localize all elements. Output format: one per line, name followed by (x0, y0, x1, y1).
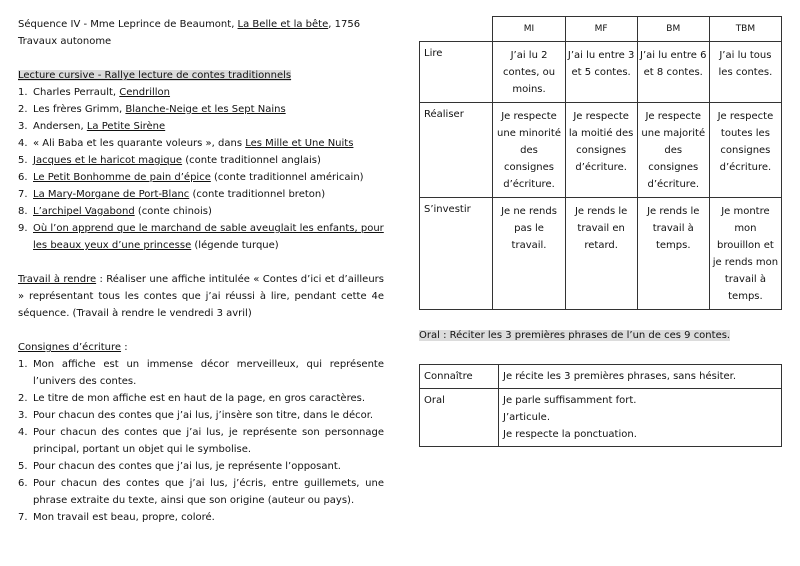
oral-row-content (499, 389, 782, 447)
oral-heading-text: Oral : Réciter les 3 premières phrases de l’un de ces 9 contes. (419, 330, 731, 341)
oral-line: Je parle suffisamment fort. (503, 395, 637, 406)
grid-corner (420, 17, 493, 42)
title-book: La Belle et la bête (237, 19, 329, 30)
item-author: Les frères Grimm, (33, 104, 126, 115)
item-number: 4. (18, 427, 28, 438)
instruction-item (18, 509, 384, 526)
grid-header-tbm: TBM (709, 17, 781, 42)
oral-row-label: Oral (420, 389, 499, 447)
grid-cell: J’ai lu entre 3 et 5 contes. (565, 42, 637, 103)
instructions-heading: Consignes d’écriture : (18, 342, 128, 353)
grid-cell: Je respecte la moitié des consignes d’écriture. (565, 103, 637, 198)
item-origin: (conte chinois) (134, 206, 212, 217)
task-text: : Réaliser une affiche intitulée « Contes d’ici et d’ailleurs » représentant tous les contes que j’ai réussi à lire, pendant cette 4e séquence. (Travail à rendre le vendredi 3 avril) (18, 274, 384, 319)
instruction-item (18, 390, 384, 407)
grid-header-row (420, 17, 782, 42)
instruction-text: Pour chacun des contes que j’ai lus, j’insère son titre, dans le décor. (33, 410, 374, 421)
reading-item (18, 101, 384, 118)
item-number: 8. (18, 206, 28, 217)
oral-line: J’articule. (503, 412, 551, 423)
item-author: Andersen, (33, 121, 87, 132)
reading-item (18, 169, 384, 186)
item-origin: (conte traditionnel breton) (189, 189, 326, 200)
item-title: L’archipel Vagabond (33, 206, 135, 217)
item-title: Blanche-Neige et les Sept Nains (125, 104, 286, 115)
item-title: La Petite Sirène (86, 121, 166, 132)
grid-cell: J’ai lu entre 6 et 8 contes. (637, 42, 709, 103)
reading-heading (18, 67, 384, 84)
item-title: Les Mille et Une Nuits (245, 138, 354, 149)
item-origin: (conte traditionnel anglais) (182, 155, 321, 166)
title-suffix: , 1756 (328, 19, 361, 30)
grid-cell: J’ai lu 2 contes, ou moins. (493, 42, 565, 103)
title-prefix: Séquence IV - Mme Leprince de Beaumont, (18, 19, 238, 30)
item-number: 3. (18, 121, 28, 132)
item-number: 1. (18, 359, 28, 370)
instruction-item (18, 356, 384, 390)
document-title (18, 16, 384, 33)
item-number: 4. (18, 138, 28, 149)
oral-heading (419, 327, 730, 344)
reading-item (18, 220, 384, 254)
grid-cell: Je respecte toutes les consignes d’écriture. (709, 103, 781, 198)
reading-item (18, 186, 384, 203)
item-number: 5. (18, 155, 28, 166)
item-number: 9. (18, 223, 28, 234)
item-number: 2. (18, 104, 28, 115)
task-label: Travail à rendre (18, 274, 97, 285)
oral-grid (419, 364, 782, 447)
instruction-text: Le titre de mon affiche est en haut de la page, en gros caractères. (33, 393, 366, 404)
item-number: 2. (18, 393, 28, 404)
grid-cell: Je rends le travail en retard. (565, 198, 637, 310)
grid-cell: Je ne rends pas le travail. (493, 198, 565, 310)
grid-header-mi: MI (493, 17, 565, 42)
item-author: Charles Perrault, (33, 87, 120, 98)
grid-header-bm: BM (637, 17, 709, 42)
instruction-item (18, 458, 384, 475)
grid-cell: Je respecte une majorité des consignes d’écriture. (637, 103, 709, 198)
item-title: La Mary-Morgane de Port-Blanc (33, 189, 190, 200)
item-number: 3. (18, 410, 28, 421)
oral-row-connaitre (420, 365, 782, 389)
evaluation-grid (419, 16, 782, 310)
reading-item (18, 203, 384, 220)
left-column (18, 16, 384, 526)
grid-row-lire (420, 42, 782, 103)
grid-cell: Je respecte une minorité des consignes d’écriture. (493, 103, 565, 198)
instruction-item (18, 475, 384, 509)
item-number: 5. (18, 461, 28, 472)
reading-item (18, 118, 384, 135)
item-title: Jacques et le haricot magique (33, 155, 183, 166)
item-title: Cendrillon (119, 87, 171, 98)
instruction-item (18, 424, 384, 458)
grid-header-mf: MF (565, 17, 637, 42)
item-origin: (légende turque) (191, 240, 279, 251)
oral-line: Je récite les 3 premières phrases, sans hésiter. (503, 371, 737, 382)
document-subtitle: Travaux autonome (18, 36, 112, 47)
oral-row-content (499, 365, 782, 389)
grid-row-label: S’investir (420, 198, 493, 310)
item-number: 1. (18, 87, 28, 98)
grid-cell: J’ai lu tous les contes. (709, 42, 781, 103)
instruction-text: Mon affiche est un immense décor merveilleux, qui représente l’univers des contes. (33, 359, 384, 387)
oral-line: Je respecte la ponctuation. (503, 429, 637, 440)
grid-row-sinvestir (420, 198, 782, 310)
reading-item (18, 135, 384, 152)
grid-row-label: Réaliser (420, 103, 493, 198)
reading-heading-text: Lecture cursive - Rallye lecture de contes traditionnels (18, 70, 292, 81)
item-number: 7. (18, 512, 28, 523)
reading-item (18, 152, 384, 169)
instruction-text: Pour chacun des contes que j’ai lus, j’écris, entre guillemets, une phrase extraite du texte, ainsi que son origine (auteur ou pays). (33, 478, 384, 506)
reading-list (18, 84, 384, 254)
instruction-text: Pour chacun des contes que j’ai lus, je représente l’opposant. (33, 461, 341, 472)
oral-row-label: Connaître (420, 365, 499, 389)
item-title: Où l’on apprend que le marchand de sable aveuglait les enfants, pour les beaux yeux d’une princesse (33, 223, 384, 251)
item-number: 6. (18, 478, 28, 489)
item-number: 6. (18, 172, 28, 183)
instruction-item (18, 407, 384, 424)
grid-cell: Je rends le travail à temps. (637, 198, 709, 310)
item-author: « Ali Baba et les quarante voleurs », dans (33, 138, 246, 149)
instructions-list (18, 356, 384, 526)
reading-item (18, 84, 384, 101)
oral-row-oral (420, 389, 782, 447)
task-paragraph (18, 271, 384, 322)
item-number: 7. (18, 189, 28, 200)
item-origin: (conte traditionnel américain) (210, 172, 364, 183)
grid-cell: Je montre mon brouillon et je rends mon travail à temps. (709, 198, 781, 310)
instruction-text: Mon travail est beau, propre, coloré. (33, 512, 215, 523)
item-title: Le Petit Bonhomme de pain d’épice (33, 172, 211, 183)
grid-row-label: Lire (420, 42, 493, 103)
grid-row-realiser (420, 103, 782, 198)
instruction-text: Pour chacun des contes que j’ai lus, je représente son personnage principal, portant un objet qui le symbolise. (33, 427, 384, 455)
instructions-label: Consignes d’écriture (18, 342, 122, 353)
